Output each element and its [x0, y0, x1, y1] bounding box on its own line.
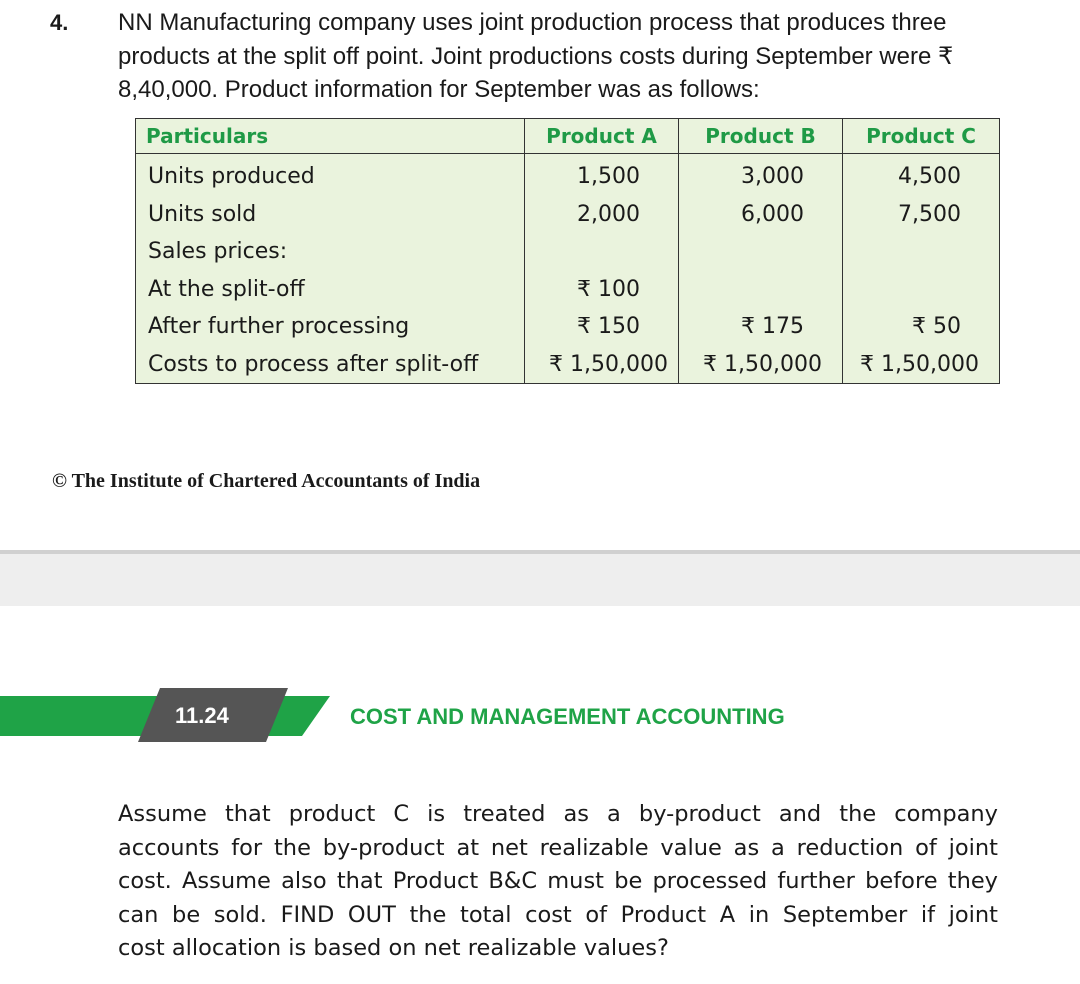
cell-product-a [525, 233, 679, 271]
cell-product-b [679, 233, 843, 271]
cell-product-b: 6,000 [679, 196, 843, 234]
header-product-b: Product B [679, 119, 843, 154]
header-product-a: Product A [525, 119, 679, 154]
cell-product-b [679, 271, 843, 309]
cell-product-c: ₹ 50 [843, 308, 1000, 346]
copyright-footer: © The Institute of Chartered Accountants of India [52, 470, 481, 492]
paragraph-line: cost allocation is based on net realizable values? [118, 935, 669, 961]
cell-product-b: ₹ 1,50,000 [679, 346, 843, 384]
cell-product-a: ₹ 1,50,000 [525, 346, 679, 384]
product-information-table [135, 118, 1000, 384]
row-label: Units produced [136, 154, 525, 196]
paragraph-line: Assume that product C is treated as a by-product and the company [118, 801, 998, 827]
question-number: 4. [50, 10, 69, 35]
question-line: products at the split off point. Joint productions costs during September were ₹ [118, 42, 954, 70]
row-label: At the split-off [136, 271, 525, 309]
table-row [136, 346, 1000, 384]
cell-product-c [843, 271, 1000, 309]
cell-product-a: 2,000 [525, 196, 679, 234]
cell-product-c: ₹ 1,50,000 [843, 346, 1000, 384]
question-continued-text [118, 798, 998, 966]
running-header-title: COST AND MANAGEMENT ACCOUNTING [350, 704, 785, 729]
table-row [136, 233, 1000, 271]
cell-product-a: ₹ 150 [525, 308, 679, 346]
row-label: After further processing [136, 308, 525, 346]
table-row [136, 271, 1000, 309]
page-gap [0, 554, 1080, 606]
header-product-c: Product C [843, 119, 1000, 154]
header-particulars: Particulars [136, 119, 525, 154]
table-header-row [136, 119, 1000, 154]
question-line: NN Manufacturing company uses joint production process that produces three [118, 9, 947, 36]
paragraph-line: accounts for the by-product at net realizable value as a reduction of joint [118, 834, 998, 861]
cell-product-b: 3,000 [679, 154, 843, 196]
question-line: 8,40,000. Product information for September was as follows: [118, 76, 760, 103]
table-row [136, 154, 1000, 196]
table-row [136, 308, 1000, 346]
cell-product-a: 1,500 [525, 154, 679, 196]
row-label: Units sold [136, 196, 525, 234]
cell-product-b: ₹ 175 [679, 308, 843, 346]
page-number: 11.24 [175, 703, 229, 728]
paragraph-line: can be sold. FIND OUT the total cost of Product A in September if joint [118, 901, 998, 928]
row-label: Sales prices: [136, 233, 525, 271]
cell-product-c: 4,500 [843, 154, 1000, 196]
table-row [136, 196, 1000, 234]
paragraph-line: cost. Assume also that Product B&C must be processed further before they [118, 868, 998, 894]
cell-product-a: ₹ 100 [525, 271, 679, 309]
cell-product-c: 7,500 [843, 196, 1000, 234]
question-text [118, 6, 1008, 107]
row-label: Costs to process after split-off [136, 346, 525, 384]
cell-product-c [843, 233, 1000, 271]
